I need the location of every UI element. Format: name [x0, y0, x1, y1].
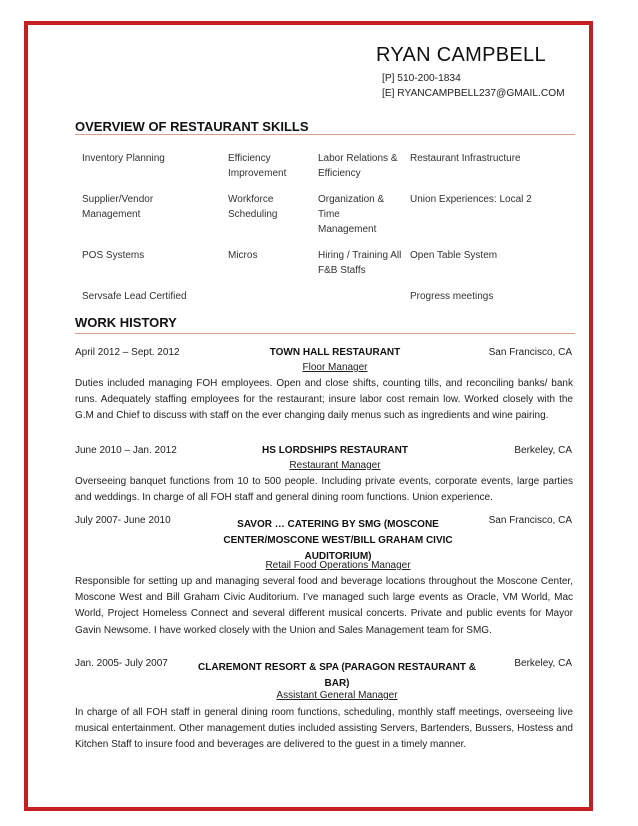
job-location: Berkeley, CA [514, 445, 572, 456]
job-description: Overseeing banquet functions from 10 to 500 people. Including private events, corporate events, large parties and weddings. In charge of all FOH staff and general dining room functions. Union experience. [75, 476, 573, 504]
job-dates: Jan. 2005- July 2007 [75, 658, 168, 669]
skill-item: Inventory Planning [82, 153, 165, 164]
job-role: Restaurant Manager [289, 460, 381, 471]
skill-item: Labor Relations & Efficiency [318, 153, 398, 179]
email-address: [E] RYANCAMPBELL237@GMAIL.COM [382, 88, 565, 99]
skill-item: Supplier/Vendor Management [82, 194, 154, 220]
skill-item: Micros [228, 250, 258, 261]
job-role: Retail Food Operations Manager [265, 560, 411, 571]
skill-item: Restaurant Infrastructure [410, 153, 521, 164]
job-location: San Francisco, CA [488, 347, 572, 358]
job-dates: July 2007- June 2010 [75, 515, 171, 526]
phone-number: [P] 510-200-1834 [382, 73, 461, 84]
skills-grid [82, 151, 572, 311]
job-description: Duties included managing FOH employees. Open and close shifts, counting tills, and reconciling banks/ bank runs. Adequately staffing employees for the restaurant; insure labor cost remain low. Worked closely with the G.M and Chief to discuss with staff on the ever changing daily menus such as ingredients and wine pairing. [75, 378, 573, 422]
job-dates: April 2012 – Sept. 2012 [75, 347, 180, 358]
skill-item: Organization & Time Management [318, 194, 385, 235]
skill-item: Servsafe Lead Certified [82, 291, 187, 302]
job-dates: June 2010 – Jan. 2012 [75, 445, 177, 456]
skill-item: POS Systems [82, 250, 145, 261]
candidate-name: RYAN CAMPBELL [376, 44, 546, 66]
work-history-divider [75, 333, 575, 334]
job-description: Responsible for setting up and managing several food and beverage locations throughout the Moscone Center, Moscone West and Bill Graham Civic Auditorium. I’ve managed such large events as Oracle, VM World, Mac World, Project Homeless Connect and several different musical concerts. Private and public events for Mayor Gavin Newsome. I have worked closely with the Union and Sales Management team for SMG. [75, 576, 573, 636]
job-company: TOWN HALL RESTAURANT [269, 347, 401, 358]
job-role: Floor Manager [302, 362, 368, 373]
skill-item: Workforce Scheduling [228, 194, 278, 220]
work-history-heading: WORK HISTORY [75, 315, 177, 330]
job-location: Berkeley, CA [514, 658, 572, 669]
skills-heading: OVERVIEW OF RESTAURANT SKILLS [75, 119, 309, 134]
job-role: Assistant General Manager [276, 690, 398, 701]
job-location: San Francisco, CA [488, 515, 572, 526]
skill-item: Open Table System [410, 250, 498, 261]
job-description: In charge of all FOH staff in general dining room functions, scheduling, monthly staff meetings, overseeing live musical entertainment. Other management duties included assisting Servers, Bartenders, Bussers, Hostess and Kitchen Staff to insure food and beverages are delivered to the guest in a timely manner. [75, 707, 573, 751]
skill-item: Progress meetings [410, 291, 494, 302]
skill-item: Hiring / Training All F&B Staffs [318, 250, 402, 276]
job-company: HS LORDSHIPS RESTAURANT [262, 445, 408, 456]
job-company: CLAREMONT RESORT & SPA (PARAGON RESTAURANT & BAR) [198, 662, 476, 689]
job-company: SAVOR … CATERING BY SMG (MOSCONE CENTER/MOSCONE WEST/BILL GRAHAM CIVIC AUDITORIUM) [223, 519, 453, 562]
skill-item: Efficiency Improvement [228, 153, 287, 179]
skills-divider [75, 134, 575, 135]
skill-item: Union Experiences: Local 2 [410, 194, 532, 205]
